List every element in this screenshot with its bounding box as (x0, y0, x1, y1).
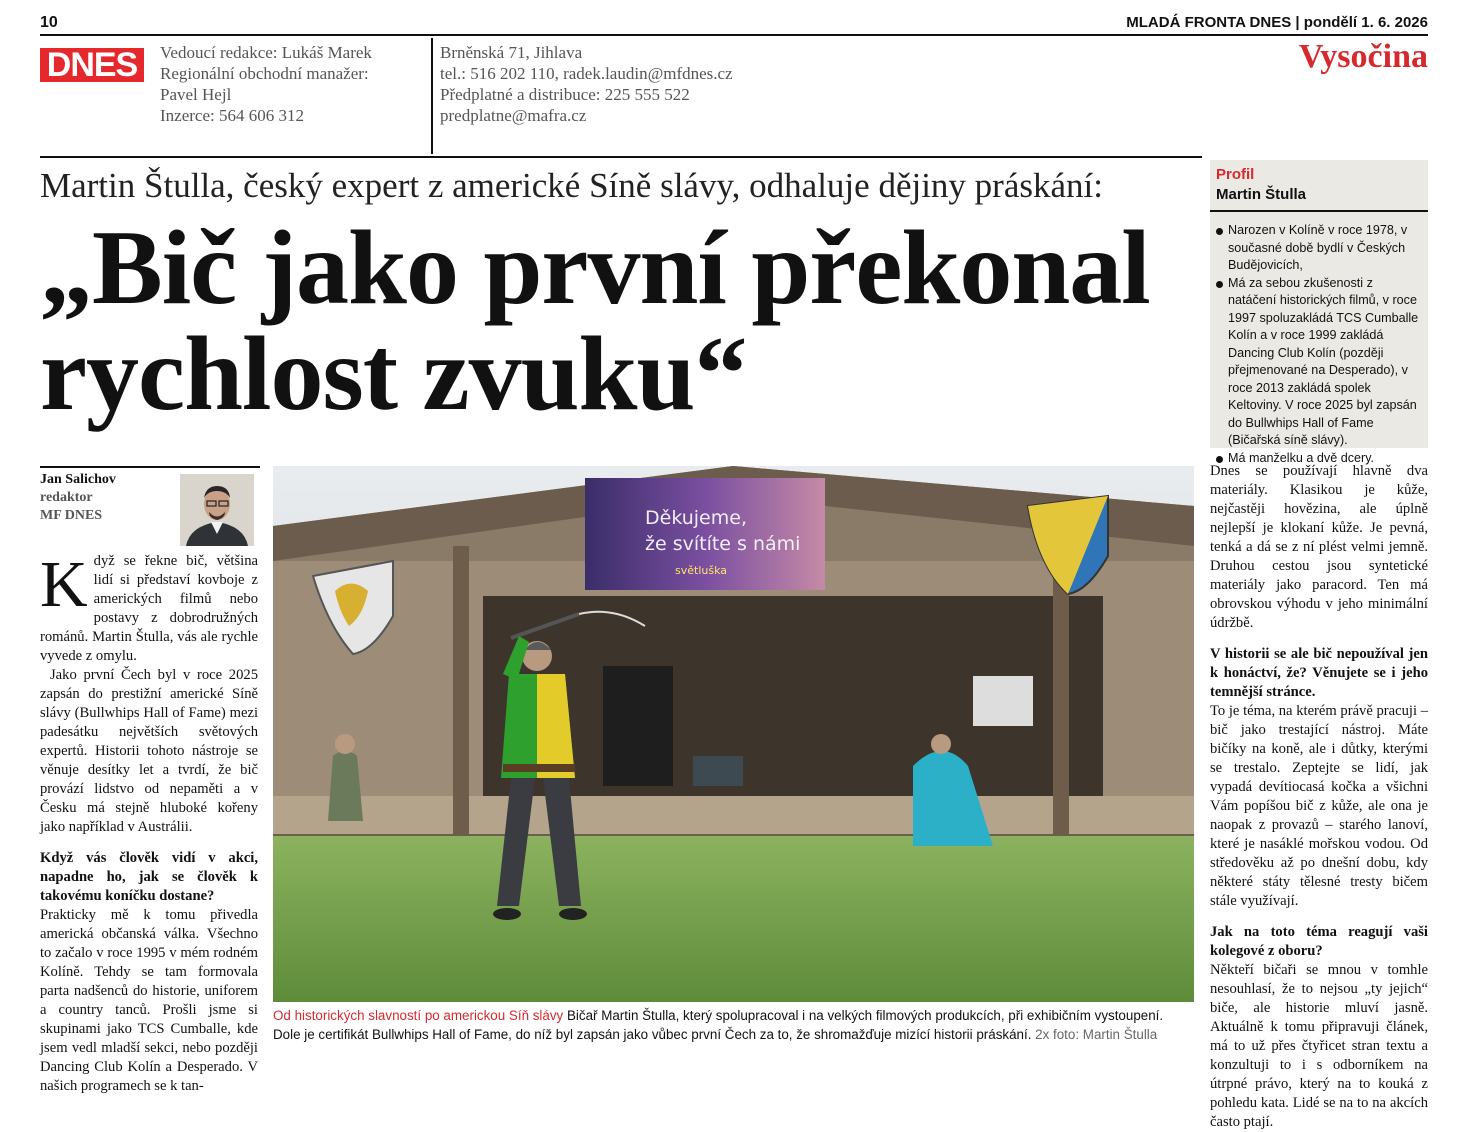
profile-box (1210, 160, 1428, 465)
profile-list (1216, 222, 1422, 467)
headline (40, 209, 1202, 432)
body-paragraph: Dnes se používají hlavně dva materiály. Klasikou je kůže, nejčastěji hovězina, ale úplně nejlepší je klokaní kůže. Je pevná, tenká a dá se z ní plést velmi jemně. Druhou cestou jsou syntetické materiály jako paracord. Ten má obrovskou výhodu v jeho minimální údržbě. (1210, 463, 1428, 631)
contact-line: predplatne@mafra.cz (440, 106, 587, 125)
caption-text: Bičař Martin Štulla, který spolupracoval i na velkých filmových produkcích, při exhibičním vystoupení. Dole je certifikát Bullwhips Hall of Fame, do níž byl zapsán jako vůbec první Čech za to, že shromažďuje mizící historii práskání. (273, 1008, 1164, 1042)
contact-line: Brněnská 71, Jihlava (440, 43, 583, 62)
interview-answer: Prakticky mě k tomu přivedla americká občanská válka. Všechno to začalo v roce 1995 v mém rodném Kolíně. Tehdy se tam formovala parta nadšenců do historie, uniforem a country tanců. Prošli jsme si skupinami jako TCS Cumballe, kde jsem vedl mladší sekci, nebo později Dancing Club Kolín a Desperado. V našich programech se k tan- (40, 907, 258, 1094)
top-rule (40, 34, 1428, 36)
contact-line: Pavel Hejl (160, 85, 232, 104)
dnes-logo: DNES (40, 48, 144, 82)
masthead: MLADÁ FRONTA DNES | pondělí 1. 6. 2026 (1126, 14, 1428, 31)
profile-title: Profil (1216, 166, 1255, 183)
body-paragraph: Jako první Čech byl v roce 2025 zapsán do prestižní americké Síně slávy (Bullwhips Hall of Fame) mezi padesátku největších světových expertů. Historii tohoto nástroje se věnuje desítky let a tvrdí, že bič provází lidstvo od nepaměti a v Česku má stejně hluboké kořeny jako například v Austrálii. (40, 667, 258, 835)
banner-text: že svítíte s námi (645, 533, 801, 555)
caption-lead: Od historických slavností po americkou Síň slávy (273, 1008, 564, 1023)
lead-text: dyž se řekne bič, většina lidí si představí kovboje z amerických filmů nebo postavy z dobrodružných románů. Martin Štulla, vás ale rychle vyvede z omylu. (40, 553, 258, 664)
interview-answer: Někteří bičaři se mnou v tomhle nesouhlasí, že to nejsou „ty jejich“ biče, ale historie mluví jasně. Aktuálně k tomu připravuji článek, má to už přes čtyřicet stran textu a konzultuji to i s odborníkem na útrpné právo, který na to kouká z pohledu kata. Lidé se na to na akcích často ptají. (1210, 962, 1428, 1130)
contact-line: Regionální obchodní manažer: (160, 64, 369, 83)
contact-line: tel.: 516 202 110, radek.laudin@mfdnes.cz (440, 64, 733, 83)
region-title: Vysočina (1298, 38, 1428, 75)
author-box (40, 466, 260, 548)
interview-question: Když vás člověk vidí v akci, napadne ho, jak se člověk k takovému koníčku dostane? (40, 850, 258, 904)
author-publication: MF DNES (40, 508, 103, 523)
profile-item: Má manželku a dvě dcery. (1216, 450, 1422, 468)
contact-line: Předplatné a distribuce: 225 555 522 (440, 85, 690, 104)
headline-line: rychlost zvuku“ (40, 315, 747, 432)
header-divider (431, 38, 433, 154)
interview-question: V historii se ale bič nepoužíval jen k honáctví, že? Věnujete se i jeho temnější stránce. (1210, 646, 1428, 700)
interview-answer: To je téma, na kterém právě pracuji – bič jako trestající nástroj. Máte bičíky na koně, ale i důtky, kterými se trestalo. Zeptejte se lidí, jak vypadá devítiocasá kočka a všichni Vám popíšou bič z kůže, ale ona je naopak z provazů – starého lanoví, které je nasáklé mořskou vodou. Od středověku až po dnešní dobu, kdy některé státy tělesné tresty bičem stále využívají. (1210, 703, 1428, 909)
contact-block-left (160, 42, 420, 126)
profile-item: Má za sebou zkušenosti z natáčení historických filmů, v roce 1997 spoluzakládá TCS Cumballe Kolín a v roce 1999 zakládá Dancing Club Kolín (později přejmenované na Desperado), v roce 2013 zakládá spolek Keltoviny. V roce 2025 byl zapsán do Bullwhips Hall of Fame (Bičařská síně slávy). (1216, 275, 1422, 450)
photo-caption (273, 1006, 1194, 1044)
author-role: redaktor (40, 490, 93, 505)
banner-text: Děkujeme, (645, 507, 747, 529)
page-number: 10 (40, 14, 58, 31)
kicker: Martin Štulla, český expert z americké Síně slávy, odhaluje dějiny práskání: (40, 166, 1103, 205)
author-name: Jan Salichov (40, 472, 116, 487)
headline-rule (40, 156, 1202, 158)
profile-item: Narozen v Kolíně v roce 1978, v současné době bydlí v Českých Budějovicích, (1216, 222, 1422, 275)
drop-cap: K (40, 548, 88, 621)
contact-line: Inzerce: 564 606 312 (160, 106, 304, 125)
contact-line: Vedoucí redakce: Lukáš Marek (160, 43, 372, 62)
profile-name: Martin Štulla (1216, 186, 1307, 203)
banner-brand: světluška (675, 564, 727, 577)
lead-paragraph (40, 548, 258, 666)
author-avatar (180, 474, 254, 546)
headline-line: „Bič jako první překonal (40, 209, 1150, 326)
profile-rule (1210, 210, 1428, 212)
article-column-right (1210, 462, 1428, 1132)
contact-block-right (440, 42, 800, 126)
article-column-left (40, 548, 258, 1096)
interview-question: Jak na toto téma reagují vaši kolegové z oboru? (1210, 924, 1428, 959)
photo-credit: 2x foto: Martin Štulla (1035, 1027, 1158, 1042)
article-photo (273, 466, 1194, 1002)
